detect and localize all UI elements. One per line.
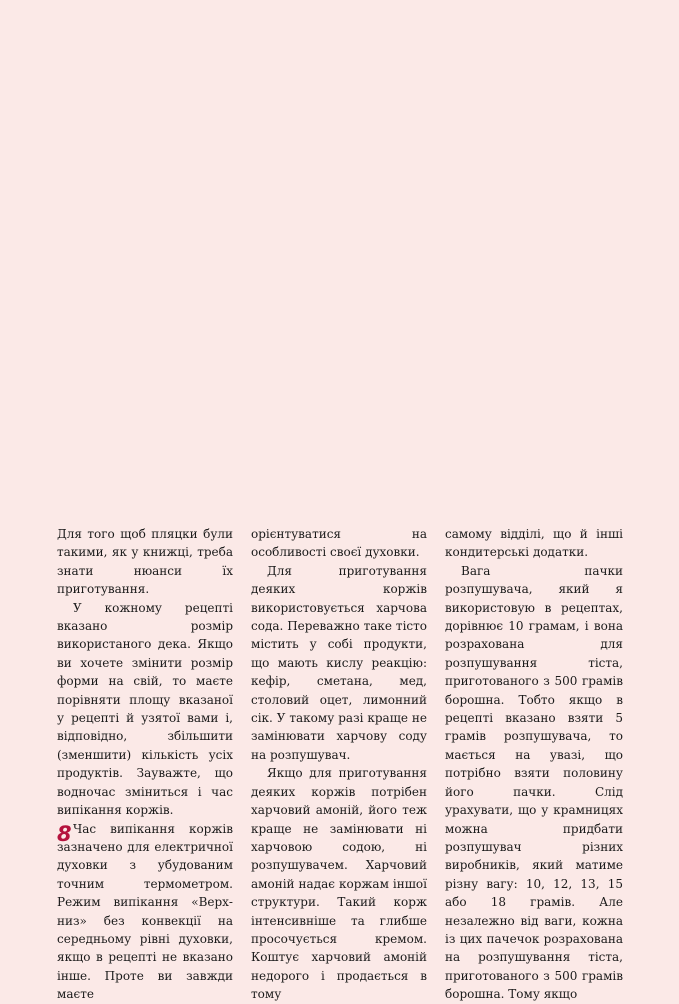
paragraph: У кожному рецепті вказано розмір використаного дека. Якщо ви хочете змінити розмір форми на свій, то маєте порівняти площу вказаної у рецепті й узятої вами і, відповідно, збільшити (зменшити) кількість усіх продуктів. Зауважте, що водночас зміниться і час випікання коржів. [57,600,233,818]
paragraph: Для того щоб пляцки були такими, як у книжці, треба знати нюанси їх приготування. [57,527,233,597]
paragraph: самому відділі, що й інші кондитерські додатки. [445,527,623,560]
paragraph: Вага пачки розпушувача, який я використовую в рецептах, дорівнює 10 грамам, і вона розрахована для розпушування тіста, приготованого з 500 грамів борошна. Тобто якщо в рецепті вказано взяти 5 грамів розпушувача, то мається на увазі, що потрібно взяти половину його пачки. Слід урахувати, що у крамницях можна придбати розпушувач різних виробників, який матиме різну вагу: 10, 12, 13, 15 або 18 грамів. Але незалежно від ваги, кожна із цих пачечок розрахована на розпушування тіста, приготованого з 500 грамів борошна. Тому якщо [445,563,623,1002]
paragraph: орієнтуватися на особливості своєї духовки. [251,527,427,560]
paragraph: Час випікання коржів зазначено для електричної духовки з убудованим точним термометром. Режим випікання «Верх-низ» без конвекції на середньому рівні духовки, якщо в рецепті не вказано інше. Проте ви завжди маєте [57,821,233,1002]
paragraph: Якщо для приготування деяких коржів потрібен харчовий амоній, його теж краще не замінювати ні харчовою содою, ні розпушувачем. Харчовий амоній надає коржам іншої структури. Такий корж інтенсивніше та глибше просочується кремом. Коштує харчовий амоній недорого і продається в тому [251,766,427,1002]
paragraph: Для приготування деяких коржів використовується харчова сода. Переважно таке тісто містить у собі продукти, що мають кислу реакцію: кефір, сметана, мед, столовий оцет, лимонний сік. У такому разі краще не замінювати харчову соду на розпушувач. [251,563,427,762]
page-number: 8 [57,822,72,846]
text-column-2 [251,525,427,1004]
text-column-1 [57,525,233,1004]
text-column-3 [445,525,623,1004]
